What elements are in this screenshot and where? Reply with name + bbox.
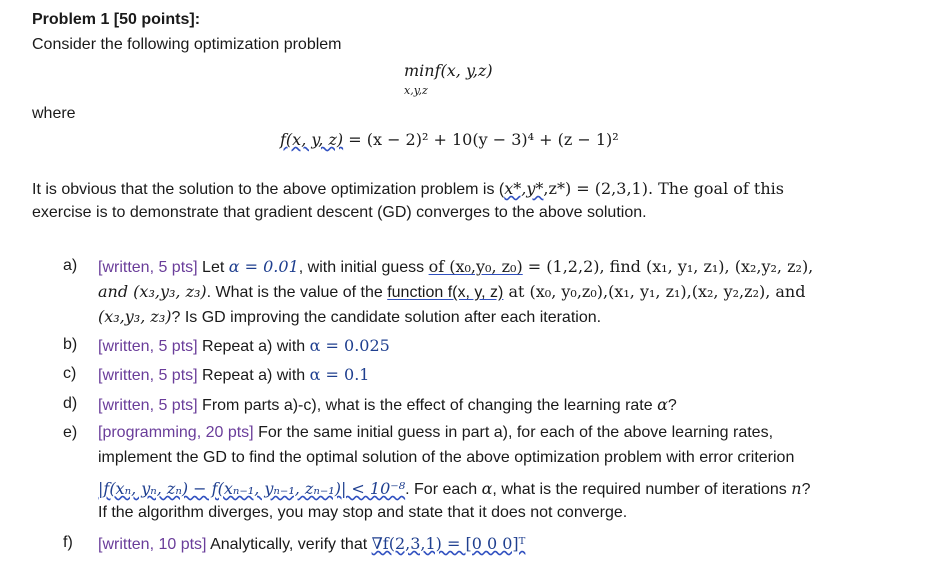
part-a-text-f: ? Is GD improving the candidate solution after each iteration. [171,309,602,326]
part-a-text-b: , with initial guess [298,259,429,276]
part-c-alpha: α = 0.1 [309,365,370,384]
part-a-function: function f(x, y, z) [387,284,504,301]
part-a-line-3 [98,307,601,327]
part-d-tag: [written, 5 pts] [98,397,198,414]
part-a-alpha: α = 0.01 [228,257,299,276]
part-b-line [98,336,390,356]
part-e-error-criterion: |f(xₙ, yₙ, zₙ) − f(xₙ₋₁, yₙ₋₁, zₙ₋₁)| < 10⁻⁸ [98,479,406,498]
objective-subscript: x,y,z [404,84,428,97]
optimal-xy: x*,y* [504,179,544,198]
part-e-n: n [791,479,802,498]
function-lhs: f(x, y, z) [280,130,344,149]
problem-title: Problem 1 [50 points]: [32,11,201,28]
part-a-x3: and (x₃,y₃, z₃) [98,282,207,301]
objective: minf(x, y,z) [404,61,493,80]
part-e-letter: e) [63,424,78,441]
part-a-text-e: at (x₀, y₀,z₀),(x₁, y₁, z₁),(x₂, y₂,z₂), and [503,282,806,301]
part-e-alpha: α [481,479,493,498]
part-f-tag: [written, 10 pts] [98,536,207,553]
part-d-line [98,395,677,415]
part-d-end: ? [667,397,677,414]
obvious-line-2: exercise is to demonstrate that gradient descent (GD) converges to the above solution. [32,204,647,221]
part-f-line [98,534,525,554]
intro-text: Consider the following optimization problem [32,36,342,53]
part-e-tag: [programming, 20 pts] [98,424,254,441]
part-a-x3-b: (x₃,y₃, z₃) [98,307,172,326]
obvious-text-a: It is obvious that the solution to the above optimization problem is ( [32,181,505,198]
part-a-text-d: . What is the value of the [206,284,388,301]
part-e-line-2: implement the GD to find the optimal solution of the above optimization problem with error criterion [98,449,795,466]
part-b-alpha: α = 0.025 [309,336,390,355]
part-b-text: Repeat a) with [197,338,310,355]
part-e-text-1: For the same initial guess in part a), for each of the above learning rates, [253,424,774,441]
part-d-alpha: α [657,395,668,414]
part-a-letter: a) [63,257,78,274]
part-e-text-3c: , what is the required number of iterations [492,481,792,498]
obvious-line-1 [32,179,784,199]
where-label: where [32,105,76,122]
part-d-letter: d) [63,395,78,412]
part-a-text: Let [197,259,229,276]
part-c-line [98,365,369,385]
part-a-initial-guess: of (x₀,y₀, z₀) [428,257,523,276]
part-c-tag: [written, 5 pts] [98,367,198,384]
part-e-line-1 [98,424,773,442]
part-a-line-2 [98,282,805,302]
part-a-text-c: = (1,2,2), find (x₁, y₁, z₁), (x₂,y₂, z₂), [522,257,814,276]
part-f-text: Analytically, verify that [206,536,372,553]
part-e-text-3d: ? [801,481,811,498]
part-b-letter: b) [63,336,78,353]
part-a-tag: [written, 5 pts] [98,259,198,276]
function-rhs: = (x − 2)² + 10(y − 3)⁴ + (z − 1)² [348,130,619,149]
part-e-line-3 [98,479,810,499]
obvious-text-b: ,z*) = (2,3,1). The goal of this [543,179,784,198]
function-definition [280,130,619,149]
part-f-gradient: ∇f(2,3,1) = [0 0 0]ᵀ [371,534,526,553]
part-e-line-4: If the algorithm diverges, you may stop and state that it does not converge. [98,504,628,521]
part-e-text-3b: . For each [405,481,482,498]
part-c-text: Repeat a) with [197,367,310,384]
part-a-line-1 [98,257,813,277]
part-d-text: From parts a)-c), what is the effect of changing the learning rate [197,397,658,414]
part-f-letter: f) [63,534,73,551]
part-c-letter: c) [63,365,77,382]
part-b-tag: [written, 5 pts] [98,338,198,355]
